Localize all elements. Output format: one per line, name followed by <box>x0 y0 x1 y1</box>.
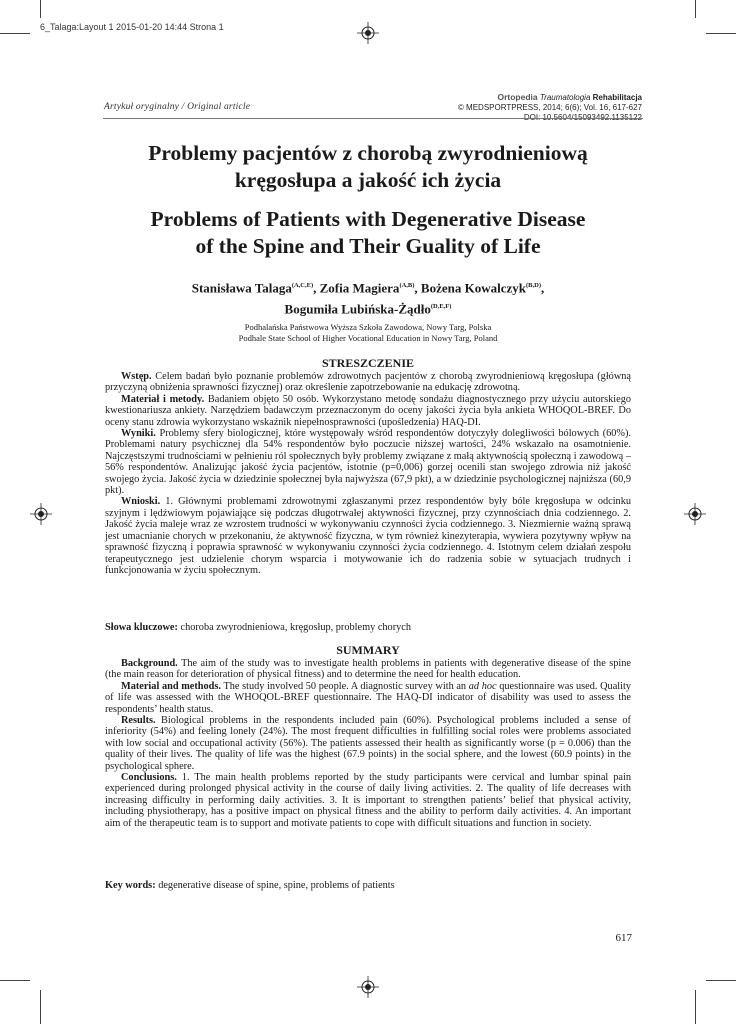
journal-name-italic: Traumatologia <box>539 93 591 102</box>
summary-heading: SUMMARY <box>336 643 400 657</box>
journal-publisher: © MEDSPORTPRESS, 2014; 6(6); Vol. 16, 617-627 <box>457 103 642 112</box>
registration-mark-icon <box>357 22 379 44</box>
title-english: Problems of Patients with Degenerative Disease of the Spine and Their Guality of Life <box>150 207 586 258</box>
registration-mark-icon <box>684 503 706 525</box>
crop-mark <box>695 990 696 1024</box>
keywords-english: Key words: degenerative disease of spine, spine, problems of patients <box>105 880 395 891</box>
print-info: 6_Talaga:Layout 1 2015-01-20 14:44 Strona 1 <box>40 22 224 32</box>
author-name: Bogumiła Lubińska-Żądło <box>284 301 431 317</box>
header-rule <box>103 118 643 119</box>
authors: Stanisława Talaga$^{(A,C,E)}$, Zofia Magiera$^{(A,B)}$, Bożena Kowalczyk$^{(B,D)}$, Bogumiła Lubińska-Żądło$^{(D,E,F)}$ <box>191 280 545 317</box>
crop-mark <box>40 0 41 18</box>
crop-mark <box>706 33 736 34</box>
crop-mark <box>0 33 30 34</box>
streszczenie-heading: STRESZCZENIE <box>321 356 415 370</box>
journal-name-end: Rehabilitacja <box>592 93 642 102</box>
affiliation: Podhalańska Państwowa Wyższa Szkoła Zawodowa, Nowy Targ, Polska Podhale State School of Higher Vocational Education in Nowy Targ, Poland <box>238 322 498 343</box>
registration-mark-icon <box>357 976 379 998</box>
crop-mark <box>695 0 696 18</box>
crop-mark <box>706 980 736 981</box>
title-polish: Problemy pacjentów z chorobą zwyrodnieniową kręgosłupa a jakość ich życia <box>148 141 588 192</box>
abstract-english: Background. The aim of the study was to investigate health problems in patients with degenerative disease of the spine (the main reason for deterioration of physical fitness) and to determine the need for health education. Material and methods. The study involved 50 people. A diagnostic survey with an ad hoc questionnaire was used. Quality of life was assessed with the WHOQOL-BREF questionnaire. The HAQ-DI indicator of disability was used to assess the respondents’ health status. Results. Biological problems in the respondents included pain (60%). Psychological problems included a sense of inferiority (54%) and feeling lonely (24%). The most frequent difficulties in fulfilling social roles were problems associated with low social and occupational activity (56%). The patients assessed their health as significantly worse (p = 0.006) than the quality of their lives. The quality of life was the highest (67.9 points) in the social sphere, and the lowest (60.9 points) in the psychological sphere. Conclusions. 1. The main health problems reported by the study participants were cervical and lumbar spinal pain experienced during prolonged physical activity in the course of daily living activities. 2. The quality of life decreases with increasing difficulty in performing daily activities. 3. It is important to strengthen patients’ belief that physical activity, including physiotherapy, has a positive impact on physical fitness and the ability to perform daily activities. 4. An important aim of the therapeutic team is to support and motivate patients to cope with difficult situations and function in society. <box>105 658 632 829</box>
keywords-polish: Słowa kluczowe: choroba zwyrodnieniowa, kręgosłup, problemy chorych <box>105 622 411 633</box>
crop-mark <box>0 980 30 981</box>
abstract-polish: Wstęp. Celem badań było poznanie problemów zdrowotnych pacjentów z chorobą zwyrodnieniową kręgosłupa (główną przyczyną obniżenia sprawności fizycznej) oraz określenie zapotrzebowanie na edukację zdrowotną. Materiał i metody. Badaniem objęto 50 osób. Wykorzystano metodę sondażu diagnostycznego przy użyciu autorskiego kwestionariusza ankiety. Narzędziem badawczym przeznaczonym do oceny jakości życia była ankieta WHOQOL-BREF. Do oceny stanu zdrowia wykorzystano wskaźnik niepełnosprawności (upośledzenia) HAQ-DI. Wyniki. Problemy sfery biologicznej, które występowały wśród respondentów dotyczyły dolegliwości bólowych (60%). Problemami natury psychicznej dla 54% respondentów było poczucie niższej wartości, 24% wskazało na osamotnienie. Najczęstszymi trudnościami w pełnieniu ról społecznych były problemy związane z małą aktywnością społeczną i zawodową – 56% respondentów. Analizując jakość życia pacjentów, istotnie (p=0,006) gorzej ocenili stan swojego zdrowia niż jakość swojego życia. Jakość życia w dziedzinie społecznej była najwyższa (67,9 pkt), a w dziedzinie psychologicznej najniższa (60,9 pkt). Wnioski. 1. Głównymi problemami zdrowotnymi zgłaszanymi przez respondentów były bóle kręgosłupa w odcinku szyjnym i lędźwiowym pojawiające się podczas długotrwałej aktywności fizycznej, przy czynnościach dnia codziennego. 2. Jakość życia maleje wraz ze wzrostem trudności w wykonywaniu czynności życia codziennego. 3. Niezmiernie ważną sprawą jest umacnianie chorych w przekonaniu, że aktywność fizyczna, w tym również kinezyterapia, wywiera pozytywny wpływ na sprawność fizyczną i poprawia sprawność w wykonywaniu czynności życia codziennego. 4. Istotnym celem działań zespołu terapeutycznego jest udzielenie chorym wsparcia i motywowanie ich do radzenia sobie w sytuacjach trudnych i funkcjonowania w życiu społecznym. <box>105 371 632 576</box>
article-type: Artykuł oryginalny / Original article <box>104 102 251 112</box>
author-name: Bożena Kowalczyk <box>420 280 526 296</box>
page-number: 617 <box>615 932 632 944</box>
author-name: Stanisława Talaga <box>191 280 292 296</box>
crop-mark <box>40 990 41 1024</box>
registration-mark-icon <box>30 503 52 525</box>
author-name: Zofia Magiera <box>319 280 400 296</box>
journal-name: Ortopedia <box>497 92 538 102</box>
